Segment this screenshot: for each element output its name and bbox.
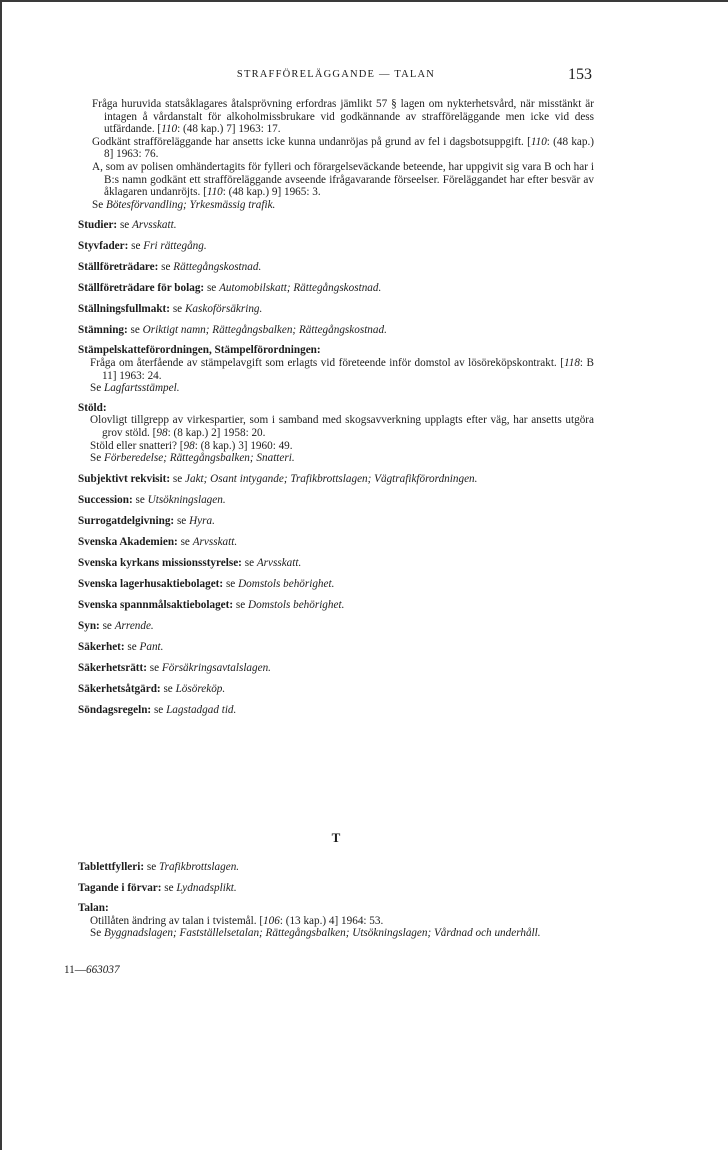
intro-paragraph: [78, 136, 594, 161]
entry-headword: Subjektivt rekvisit:: [78, 472, 171, 485]
index-content-t: [78, 853, 594, 940]
see-word: se: [128, 240, 144, 253]
entry-headword: Stämning:: [78, 324, 128, 337]
see-word: se: [233, 598, 249, 611]
entry-headword: Studier:: [78, 219, 118, 232]
entry-headword: Tablettfylleri:: [78, 861, 145, 873]
index-entry: [78, 861, 594, 874]
entry-headword: Söndagsregeln:: [78, 703, 152, 716]
entry-headword: Ställföreträdare för bolag:: [78, 282, 205, 295]
entry-headword: Säkerhetsåtgärd:: [78, 682, 161, 695]
index-entry: [78, 599, 594, 612]
index-entry: [78, 240, 594, 253]
index-entry-stold: [78, 402, 594, 465]
entry-case: [78, 440, 594, 453]
entry-headword: Säkerhetsrätt:: [78, 661, 147, 674]
entry-headword: Svenska lagerhusaktiebolaget:: [78, 577, 224, 590]
entry-headword: Svenska kyrkans missionsstyrelse:: [78, 556, 242, 569]
cross-reference: Arvsskatt.: [256, 556, 302, 569]
entry-headword: Tagande i förvar:: [78, 882, 162, 894]
see-word: se: [177, 535, 193, 548]
cross-reference: Lydnadsplikt.: [176, 882, 237, 894]
entry-headword: Syn:: [78, 619, 100, 632]
intro-see-also: [78, 199, 594, 212]
reference-number: 98: [156, 426, 168, 439]
page-number: 153: [568, 66, 592, 83]
cross-reference: Domstols behörighet.: [248, 598, 345, 611]
reference-number: 118: [563, 356, 580, 369]
cross-reference: Förberedelse; Rättegångsbalken; Snatteri.: [103, 452, 295, 465]
see-word: se: [170, 303, 185, 316]
cross-reference: Lagstadgad tid.: [166, 703, 237, 716]
index-entry: [78, 578, 594, 591]
cross-reference: Oriktigt namn; Rättegångsbalken; Rättegångskostnad.: [142, 324, 387, 337]
case-text: Otillåten ändring av talan i tvistemål. [: [90, 914, 264, 927]
see-word: Se: [90, 927, 104, 940]
entry-see-also: [78, 927, 594, 940]
printer-signature: [64, 964, 120, 976]
entry-headword: Svenska spannmålsaktiebolaget:: [78, 598, 234, 611]
entry-case: [78, 915, 594, 928]
cross-reference: Trafikbrottslagen.: [159, 861, 240, 873]
case-text: : B 11] 1963: 24.: [102, 356, 594, 382]
see-word: se: [174, 514, 190, 527]
cross-reference: Automobilskatt; Rättegångskostnad.: [219, 282, 382, 295]
entry-headword: Succession:: [78, 493, 133, 506]
index-entry: [78, 536, 594, 549]
see-word: se: [144, 861, 159, 873]
running-head: [78, 66, 594, 86]
index-entry: [78, 282, 594, 295]
intro-text: : (48 kap.) 7] 1963: 17.: [177, 123, 281, 136]
entry-headword: Talan:: [78, 902, 109, 914]
cross-reference: Utsökningslagen.: [147, 493, 226, 506]
entry-headword: Säkerhet:: [78, 640, 125, 653]
index-entry: [78, 261, 594, 274]
intro-text: : (48 kap.) 8] 1963: 76.: [104, 135, 595, 161]
intro-paragraph: [78, 161, 594, 199]
running-head-title: STRAFFÖRELÄGGANDE — TALAN: [236, 69, 436, 80]
cross-reference: Arvsskatt.: [132, 219, 177, 232]
entry-headword: Stöld:: [78, 401, 107, 414]
entry-case: [78, 357, 594, 382]
cross-reference: Arrende.: [114, 619, 154, 632]
case-text: Olovligt tillgrepp av virkespartier, som i samband med skogsavverkning upplagts efter väg, har ansetts utgöra grov stöld. [: [90, 414, 594, 439]
signature-prefix: 11—: [64, 964, 86, 976]
cross-reference: Försäkringsavtalslagen.: [161, 661, 271, 674]
entry-headword: Svenska Akademien:: [78, 535, 178, 548]
see-word: se: [117, 219, 133, 232]
see-word: Se: [90, 452, 104, 465]
index-entry: [78, 473, 594, 486]
cross-reference: Pant.: [139, 640, 164, 653]
reference-number: 98: [183, 439, 195, 452]
cross-reference: Lagfartsstämpel.: [103, 382, 180, 395]
see-word: se: [146, 661, 162, 674]
entry-headword: Styvfader:: [78, 240, 129, 253]
intro-paragraph: [78, 98, 594, 136]
see-word: se: [99, 619, 115, 632]
entry-headword: Ställningsfullmakt:: [78, 303, 171, 316]
intro-text: Fråga huruvida statsåklagares åtalsprövning erfordras jämlikt 57 § lagen om nykterhetsvård, när misstänkt är intagen å vårdanstalt för alkoholmissbrukare vid godkännande av strafföreläggande men icke vid dess utfärdande. [: [92, 98, 594, 136]
index-entry-talan: [78, 902, 594, 940]
see-word: Se: [90, 382, 104, 395]
see-word: se: [151, 703, 167, 716]
signature-code: 663037: [85, 964, 120, 976]
see-word: se: [204, 282, 220, 295]
cross-reference: Byggnadslagen; Fastställelsetalan; Rättegångsbalken; Utsökningslagen; Vårdnad och underhåll.: [103, 927, 541, 940]
intro-text: Godkänt strafföreläggande har ansetts icke kunna undanröjas på grund av fel i dagsbotsuppgift. [: [92, 135, 531, 148]
cross-reference: Rättegångskostnad.: [173, 261, 262, 274]
case-text: : (13 kap.) 4] 1964: 53.: [279, 914, 384, 927]
cross-reference: Jakt; Osant intygande; Trafikbrottslagen; Vägtrafikförordningen.: [185, 472, 478, 485]
see-word: Se: [92, 198, 106, 211]
see-word: se: [127, 324, 143, 337]
index-content: [78, 98, 594, 717]
index-entry-stampel: [78, 344, 594, 394]
cross-reference: Hyra.: [189, 514, 215, 527]
cross-reference: Kaskoförsäkring.: [184, 303, 263, 316]
see-word: se: [223, 577, 239, 590]
entry-see-also: [78, 452, 594, 465]
case-text: Fråga om återfående av stämpelavgift som erlagts vid företeende inför domstol av lösöreköpskontrakt. [: [90, 356, 564, 369]
index-entry: [78, 704, 594, 717]
index-entry: [78, 494, 594, 507]
entry-headword: Surrogatdelgivning:: [78, 514, 175, 527]
see-word: se: [170, 472, 186, 485]
see-word: se: [158, 261, 174, 274]
intro-text: : (48 kap.) 9] 1965: 3.: [222, 186, 321, 199]
section-letter-heading: T: [331, 830, 341, 845]
page-edge-left: [0, 0, 2, 1150]
index-entry: [78, 683, 594, 696]
case-text: Stöld eller snatteri? [: [90, 439, 184, 452]
cross-reference: Bötesförvandling; Yrkesmässig trafik.: [105, 198, 276, 211]
see-word: se: [160, 682, 176, 695]
index-entry: [78, 662, 594, 675]
see-word: se: [161, 882, 177, 894]
index-entry: [78, 303, 594, 316]
entry-see-also: [78, 382, 594, 395]
case-text: : (8 kap.) 3] 1960: 49.: [194, 439, 293, 452]
index-entry: [78, 219, 594, 232]
index-entry: [78, 882, 594, 895]
index-entry: [78, 324, 594, 337]
entry-headword: Ställföreträdare:: [78, 261, 159, 274]
case-text: : (8 kap.) 2] 1958: 20.: [167, 426, 266, 439]
entry-headword: Stämpelskatteförordningen, Stämpelförordningen:: [78, 344, 321, 357]
cross-reference: Fri rättegång.: [143, 240, 207, 253]
see-word: se: [241, 556, 257, 569]
reference-number: 110: [530, 135, 547, 148]
cross-reference: Domstols behörighet.: [238, 577, 335, 590]
cross-reference: Lösöreköp.: [175, 682, 226, 695]
index-entry: [78, 641, 594, 654]
page-edge-top: [0, 0, 728, 2]
see-word: se: [132, 493, 148, 506]
index-entry: [78, 620, 594, 633]
cross-reference: Arvsskatt.: [192, 535, 238, 548]
see-word: se: [124, 640, 140, 653]
intro-text: A, som av polisen omhändertagits för fylleri och förargelseväckande beteende, har uppgivit sig vara B och har i B:s namn godkänt ett strafföreläggande avseende ifrågavarande förseelser. Föreläggandet har efter besvär av åklagaren undanröjts. [: [92, 160, 594, 199]
reference-number: 110: [161, 123, 178, 136]
index-entry: [78, 515, 594, 528]
entry-case: [78, 414, 594, 439]
reference-number: 106: [263, 914, 280, 927]
index-entry: [78, 557, 594, 570]
reference-number: 110: [206, 186, 223, 199]
